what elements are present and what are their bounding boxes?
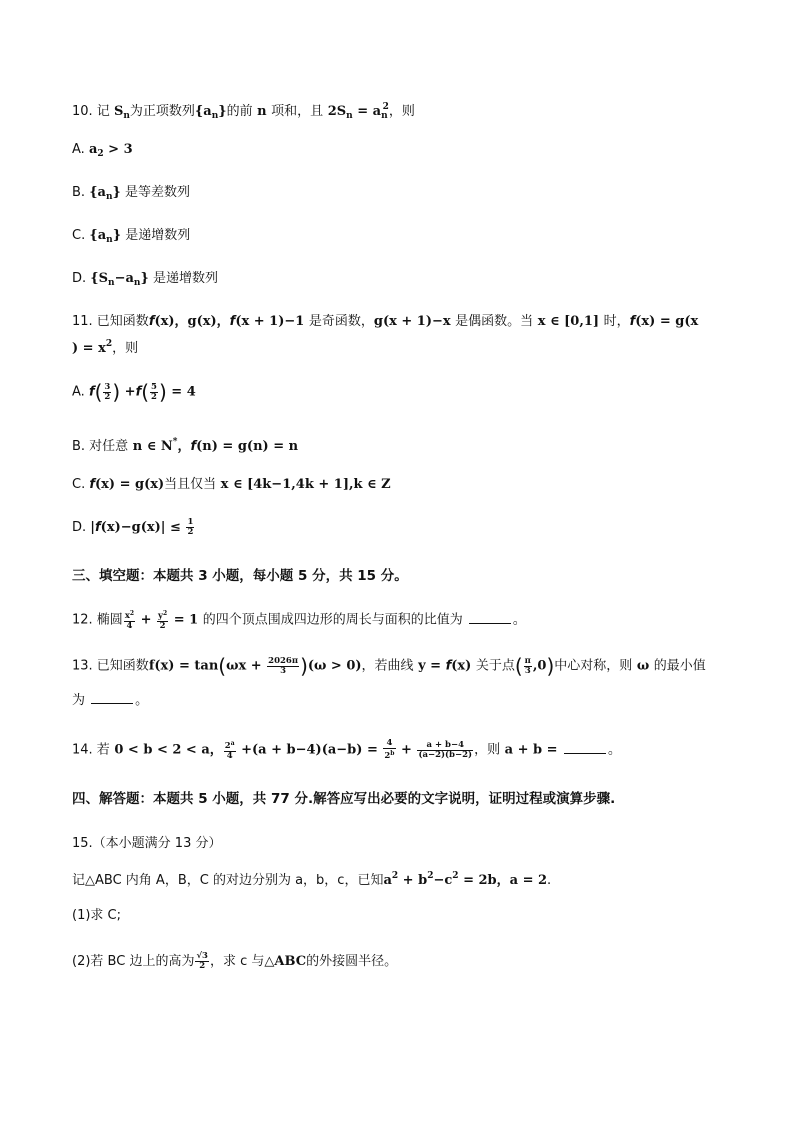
q11-option-a[interactable]: A. f( $\frac{3}{2}$ ) +f( $\frac{5}{2}$ ) = 4 [72,380,196,404]
q12-answer-blank[interactable] [469,611,511,624]
q15-part-1: (1)求 C; [72,908,122,923]
q10-option-d[interactable]: D. $\{S_n-a_n\}$ 是递增数列 [72,271,218,288]
q11-option-d[interactable]: D. |f(x)−g(x)| ≤ $\frac{1}{2}$ [72,517,194,537]
q10-stem: 10. 记 $S_n$为正项数列$\{a_n\}$的前 n 项和，且 $2S_n = a_n^2$，则 [72,102,415,121]
q11-option-c[interactable]: C. f(x) = g(x)当且仅当 x ∈ [4k−1,4k + 1],k ∈ Z [72,477,391,492]
q15-part-2: (2)若 BC 边上的高为 $\frac{√3}{2}$ ，求 c 与△ABC的外接圆半径。 [72,951,398,971]
q11-option-b[interactable]: B. 对任意 n ∈ N*，f(n) = g(n) = n [72,437,299,454]
q13-answer-blank[interactable] [91,691,133,704]
q13-stem-line2: 为 。 [72,693,149,708]
section-4-heading: 四、解答题：本题共 5 小题，共 77 分.解答应写出必要的文字说明，证明过程或演算步骤. [72,791,616,807]
q13-stem: 13. 已知函数f(x) = tan(ωx + $\frac{2026\pi}{3}$ )(ω > 0)，若曲线 y = f(x) 关于点( $\frac{\pi}{3}$ ,0)中心对称，则 ω 的最小值 [72,654,706,678]
q14-stem: 14. 若 0 < b < 2 < a， $\frac{2^a}{4}$ +(a + b−4)(a−b) = $\frac{4}{2^b}$ + $\frac{a + b-4}{(a-2)(b-2)}$ ，则 a + b = 。 [72,738,622,761]
q15-header: 15.（本小题满分 13 分） [72,836,222,851]
q10-option-c[interactable]: C. $\{a_n\}$ 是递增数列 [72,228,191,245]
section-3-heading: 三、填空题：本题共 3 小题，每小题 5 分，共 15 分。 [72,568,408,584]
q10-option-b[interactable]: B. $\{a_n\}$ 是等差数列 [72,185,191,202]
q14-answer-blank[interactable] [564,741,606,754]
q11-stem: 11. 已知函数f(x)，g(x)，f(x + 1)−1 是奇函数，g(x + 1)−x 是偶函数。当 x ∈ [0,1] 时，f(x) = g(x [72,314,699,329]
q11-stem-line2: ) = $x^2$，则 [72,339,139,356]
q15-stem: 记△ABC 内角 A，B，C 的对边分别为 a，b，c，已知$a^2 + b^2-c^2 = 2b$，a = 2. [72,871,552,888]
q10-option-a[interactable]: A. $a_2 > 3$ [72,142,133,159]
q12-stem: 12. 椭圆 $\frac{x^2}{4}$ + $\frac{y^2}{2}$ = 1 的四个顶点围成四边形的周长与面积的比值为 。 [72,610,526,631]
